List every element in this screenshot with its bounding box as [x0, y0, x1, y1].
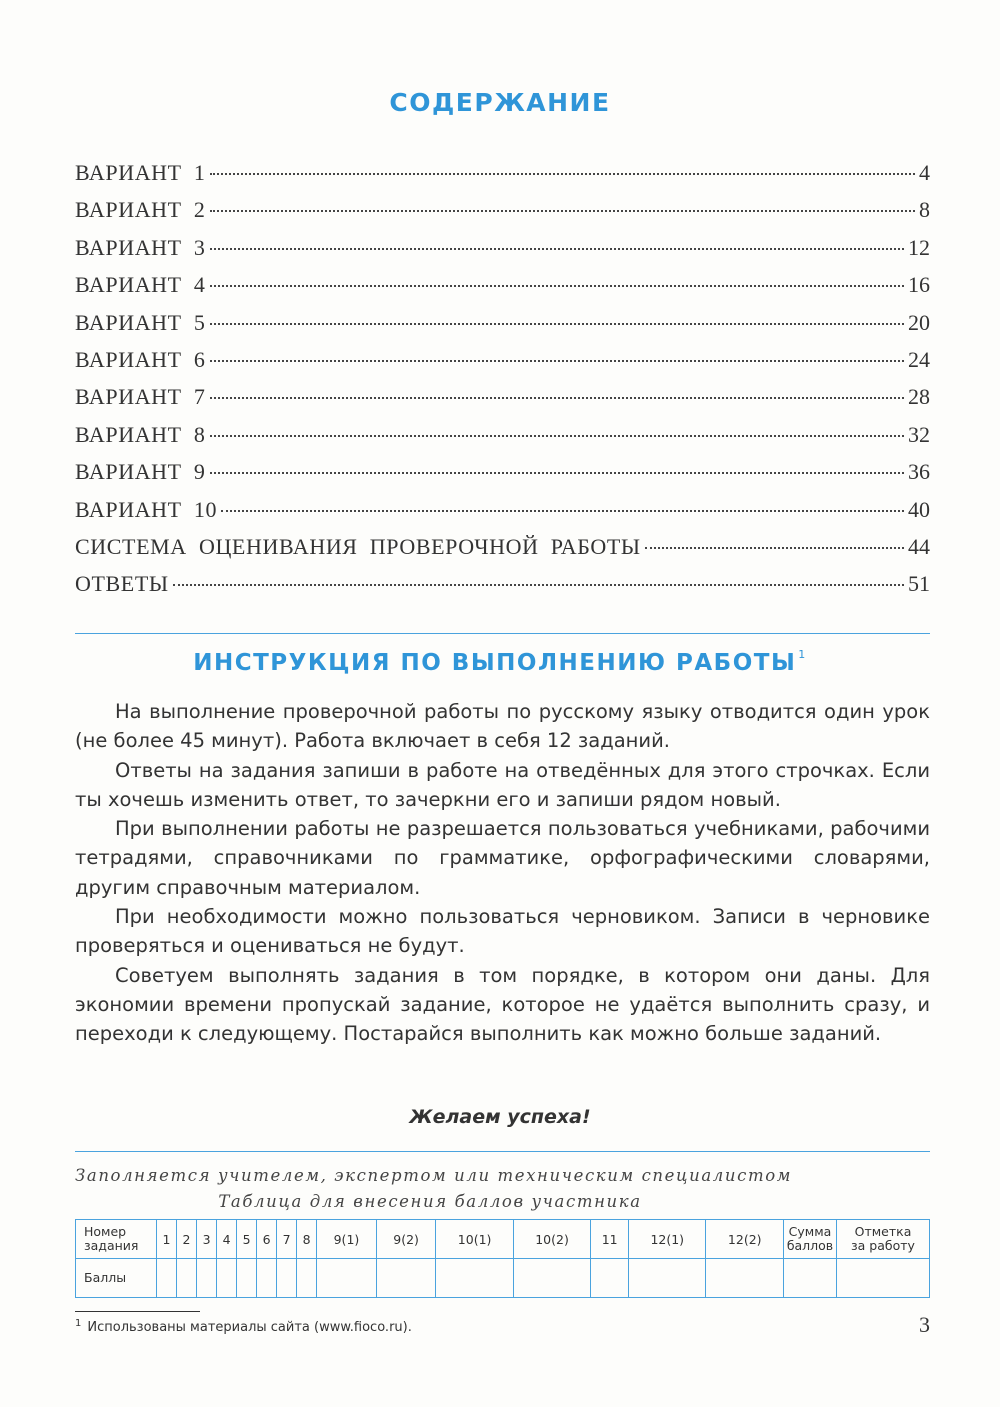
task-number-cell: 1: [157, 1220, 177, 1259]
instruction-paragraph: Ответы на задания запиши в работе на отведённых для этого строчках. Если ты хочешь изменить ответ, то зачеркни его и запиши рядом новый.: [75, 758, 930, 811]
section-divider: [75, 1151, 930, 1152]
mark-header-line1: Отметка: [854, 1224, 912, 1239]
toc-item-page: 8: [919, 197, 930, 223]
score-input-cell[interactable]: [217, 1259, 237, 1298]
score-input-cell[interactable]: [157, 1259, 177, 1298]
score-input-cell[interactable]: [317, 1259, 377, 1298]
task-number-cell: 4: [217, 1220, 237, 1259]
toc-leader-dots: [210, 360, 904, 362]
mark-input-cell[interactable]: [837, 1259, 930, 1298]
toc-item[interactable]: [75, 235, 930, 272]
score-row: [76, 1259, 930, 1298]
score-input-cell[interactable]: [591, 1259, 629, 1298]
toc-leader-dots: [173, 584, 904, 586]
score-input-cell[interactable]: [297, 1259, 317, 1298]
task-number-header-line2: задания: [84, 1238, 139, 1253]
toc-item-page: 36: [908, 459, 930, 485]
task-number-cell: 5: [237, 1220, 257, 1259]
toc-item-label: ВАРИАНТ 9: [75, 459, 206, 485]
toc-leader-dots: [210, 435, 904, 437]
footnote-text: Использованы материалы сайта (www.fioco.ru).: [87, 1320, 412, 1335]
task-number-cell: 9(1): [317, 1220, 377, 1259]
filled-by-note: Заполняется учителем, экспертом или техническим специалистом: [75, 1166, 793, 1185]
toc-item-label: ВАРИАНТ 3: [75, 234, 206, 260]
toc-title: СОДЕРЖАНИЕ: [389, 88, 611, 117]
toc-item-page: 44: [908, 533, 930, 559]
score-input-cell[interactable]: [629, 1259, 706, 1298]
task-number-cell: 12(1): [629, 1220, 706, 1259]
toc-item[interactable]: [75, 347, 930, 384]
instructions-body: [75, 697, 930, 1049]
footnote-reference: 1: [798, 648, 807, 661]
task-number-cell: 8: [297, 1220, 317, 1259]
toc-leader-dots: [210, 397, 904, 399]
footnote-mark: 1: [75, 1318, 82, 1329]
toc-item-label: ВАРИАНТ 2: [75, 197, 206, 223]
instruction-paragraph: При необходимости можно пользоваться черновиком. Записи в черновике проверяться и оцениваться не будут.: [75, 905, 930, 958]
table-caption: Таблица для внесения баллов участника: [218, 1192, 642, 1211]
sum-input-cell[interactable]: [784, 1259, 837, 1298]
score-input-cell[interactable]: [257, 1259, 277, 1298]
mark-header-line2: за работу: [851, 1238, 915, 1253]
toc-leader-dots: [210, 210, 915, 212]
toc-item-page: 4: [919, 160, 930, 185]
score-input-cell[interactable]: [376, 1259, 436, 1298]
task-number-cell: 3: [197, 1220, 217, 1259]
toc-item[interactable]: [75, 497, 930, 534]
score-input-cell[interactable]: [197, 1259, 217, 1298]
score-table: [75, 1219, 930, 1298]
score-input-cell[interactable]: [706, 1259, 784, 1298]
sum-header: [784, 1220, 837, 1259]
toc-item-page: 20: [908, 309, 930, 335]
task-number-cell: 10(2): [513, 1220, 590, 1259]
wish-text: Желаем успеха!: [409, 1106, 591, 1128]
toc-item-label: ВАРИАНТ 10: [75, 496, 218, 522]
task-number-cell: 12(2): [706, 1220, 784, 1259]
toc-item[interactable]: [75, 534, 930, 571]
instruction-paragraph: Советуем выполнять задания в том порядке, в котором они даны. Для экономии времени пропускай задание, которое не удаётся выполнить сразу, и переходи к следующему. Постарайся выполнить как можно больше заданий.: [75, 963, 930, 1046]
toc-item-label: ОТВЕТЫ: [75, 571, 169, 597]
score-row-header: Баллы: [76, 1259, 157, 1298]
task-number-cell: 9(2): [376, 1220, 436, 1259]
toc-leader-dots: [210, 285, 904, 287]
instructions-title: [0, 648, 1000, 676]
toc-leader-dots: [221, 510, 904, 512]
score-input-cell[interactable]: [513, 1259, 590, 1298]
score-input-cell[interactable]: [237, 1259, 257, 1298]
score-input-cell[interactable]: [277, 1259, 297, 1298]
task-number-header: [76, 1220, 157, 1259]
toc-leader-dots: [210, 248, 904, 250]
section-divider: [75, 633, 930, 634]
toc-item-label: СИСТЕМА ОЦЕНИВАНИЯ ПРОВЕРОЧНОЙ РАБОТЫ: [75, 533, 641, 559]
toc-item[interactable]: [75, 459, 930, 496]
toc-leader-dots: [210, 472, 904, 474]
task-number-row: [76, 1220, 930, 1259]
task-number-cell: 10(1): [436, 1220, 513, 1259]
toc-item[interactable]: [75, 422, 930, 459]
task-number-cell: 2: [177, 1220, 197, 1259]
toc-item-page: 51: [908, 571, 930, 597]
toc-leader-dots: [645, 547, 904, 549]
toc-item[interactable]: [75, 197, 930, 234]
toc-item-page: 40: [908, 496, 930, 522]
toc-item-page: 12: [908, 234, 930, 260]
toc-leader-dots: [210, 173, 915, 175]
task-number-cell: 7: [277, 1220, 297, 1259]
toc-item-label: ВАРИАНТ 6: [75, 346, 206, 372]
toc-item[interactable]: [75, 571, 930, 608]
toc-item-label: ВАРИАНТ 5: [75, 309, 206, 335]
toc-item[interactable]: [75, 160, 930, 197]
instruction-paragraph: На выполнение проверочной работы по русскому языку отводится один урок (не более 45 минут). Работа включает в себя 12 заданий.: [75, 700, 930, 753]
toc-item[interactable]: [75, 272, 930, 309]
table-of-contents: [75, 160, 930, 609]
page-number: 3: [919, 1312, 930, 1337]
task-number-cell: 6: [257, 1220, 277, 1259]
toc-item-page: 16: [908, 272, 930, 298]
toc-item-label: ВАРИАНТ 1: [75, 160, 206, 185]
instruction-paragraph: При выполнении работы не разрешается пользоваться учебниками, рабочими тетрадями, справочниками по грамматике, орфографическими словарями, другим справочным материалом.: [75, 817, 930, 899]
mark-header: [837, 1220, 930, 1259]
toc-item[interactable]: [75, 384, 930, 421]
sum-header-line2: баллов: [786, 1238, 834, 1253]
task-number-cell: 11: [591, 1220, 629, 1259]
toc-leader-dots: [210, 323, 904, 325]
footnote-divider: [75, 1311, 200, 1312]
toc-item-label: ВАРИАНТ 7: [75, 384, 206, 410]
score-input-cell[interactable]: [177, 1259, 197, 1298]
toc-item-page: 24: [908, 346, 930, 372]
toc-item-page: 32: [908, 421, 930, 447]
instructions-title-text: ИНСТРУКЦИЯ ПО ВЫПОЛНЕНИЮ РАБОТЫ: [193, 650, 797, 676]
footnote: [75, 1318, 412, 1335]
toc-item-page: 28: [908, 384, 930, 410]
toc-item-label: ВАРИАНТ 8: [75, 421, 206, 447]
score-input-cell[interactable]: [436, 1259, 513, 1298]
sum-header-line1: Сумма: [788, 1224, 832, 1239]
task-number-header-line1: Номер: [84, 1224, 127, 1239]
toc-item[interactable]: [75, 310, 930, 347]
toc-item-label: ВАРИАНТ 4: [75, 272, 206, 298]
